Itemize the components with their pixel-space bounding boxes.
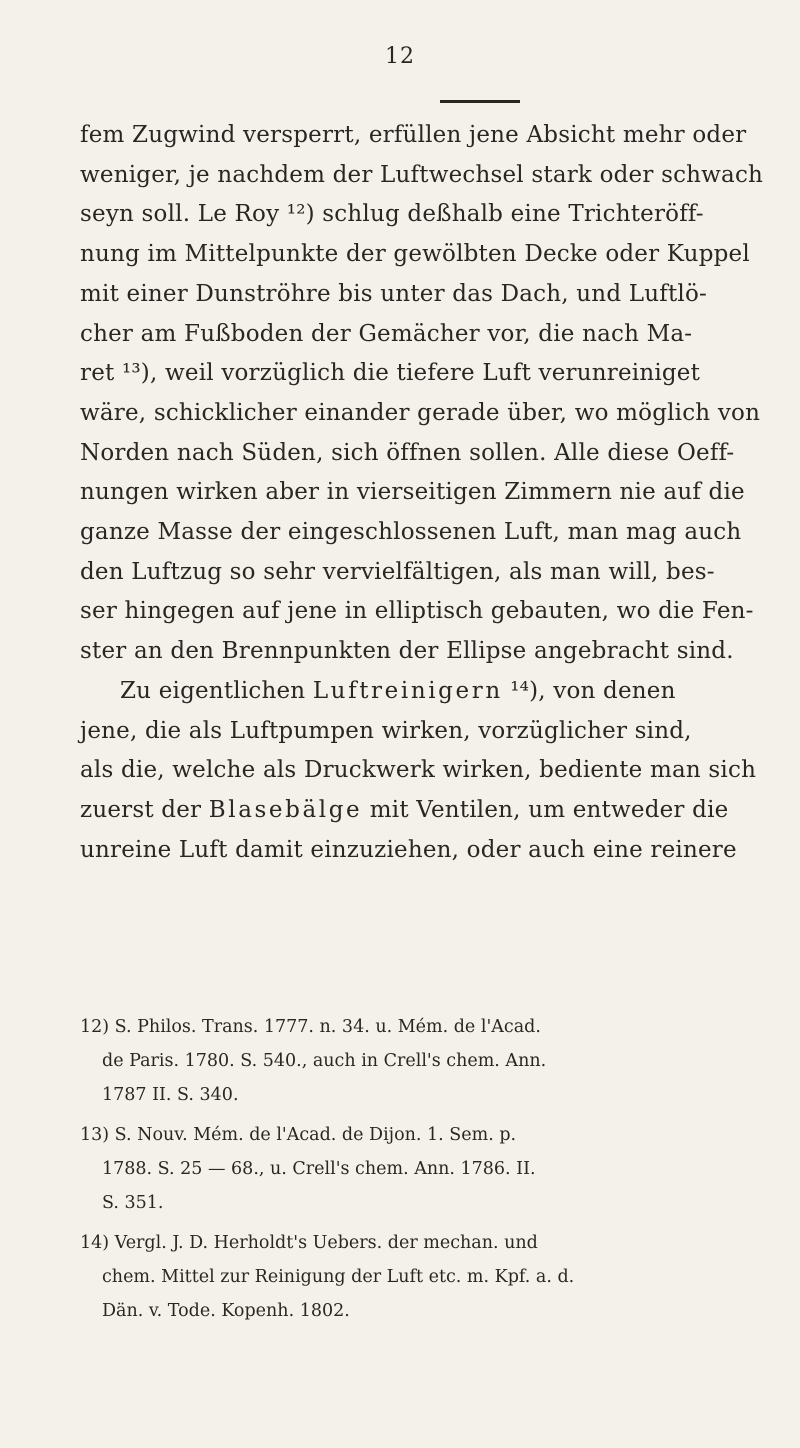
header-rule bbox=[440, 100, 520, 103]
text-line: nung im Mittelpunkte der gewölbten Decke oder Kuppel bbox=[80, 241, 750, 268]
text-line: cher am Fußboden der Gemächer vor, die nach Ma- bbox=[80, 320, 693, 347]
footnote-line: de Paris. 1780. S. 540., auch in Crell's chem. Ann. bbox=[102, 1051, 547, 1071]
text-run: zuerst der bbox=[80, 796, 209, 823]
text-line: weniger, je nachdem der Luftwechsel stark oder schwach bbox=[80, 161, 764, 188]
footnote-13 bbox=[80, 1118, 770, 1220]
text-line: ret ¹³), weil vorzüglich die tiefere Luft verunreiniget bbox=[80, 360, 701, 387]
text-line: mit einer Dunströhre bis unter das Dach, und Luftlö- bbox=[80, 280, 707, 307]
text-run: mit Ventilen, um entweder die bbox=[362, 796, 729, 823]
text-run: Zu eigentlichen bbox=[120, 677, 313, 704]
text-line: nungen wirken aber in vierseitigen Zimmern nie auf die bbox=[80, 479, 745, 506]
footnotes bbox=[80, 1010, 770, 1334]
footnote-line: 14) Vergl. J. D. Herholdt's Uebers. der mechan. und bbox=[80, 1233, 538, 1253]
text-line: ganze Masse der eingeschlossenen Luft, man mag auch bbox=[80, 519, 742, 546]
page-number: 12 bbox=[385, 44, 415, 69]
body-text bbox=[80, 116, 764, 870]
text-line bbox=[80, 672, 740, 712]
text-line: als die, welche als Druckwerk wirken, bediente man sich bbox=[80, 757, 757, 784]
emphasized-term: Luftreinigern bbox=[312, 677, 503, 704]
text-line: den Luftzug so sehr vervielfältigen, als man will, bes- bbox=[80, 558, 715, 585]
footnote-line: Dän. v. Tode. Kopenh. 1802. bbox=[102, 1301, 350, 1321]
footnote-14 bbox=[80, 1226, 770, 1328]
text-line: seyn soll. Le Roy ¹²) schlug deßhalb eine Trichteröff- bbox=[80, 201, 704, 228]
footnote-12 bbox=[80, 1010, 770, 1112]
footnote-line: S. 351. bbox=[102, 1193, 164, 1213]
footnote-line: 12) S. Philos. Trans. 1777. n. 34. u. Mém. de l'Acad. bbox=[80, 1017, 541, 1037]
text-line: unreine Luft damit einzuziehen, oder auch eine reinere bbox=[80, 836, 737, 863]
text-line: jene, die als Luftpumpen wirken, vorzüglicher sind, bbox=[80, 717, 692, 744]
footnote-line: 1787 II. S. 340. bbox=[102, 1085, 239, 1105]
text-line: wäre, schicklicher einander gerade über, wo möglich von bbox=[80, 399, 761, 426]
text-line: ser hingegen auf jene in elliptisch gebauten, wo die Fen- bbox=[80, 598, 754, 625]
text-run: ¹⁴), von denen bbox=[502, 677, 676, 704]
footnote-line: 1788. S. 25 — 68., u. Crell's chem. Ann. 1786. II. bbox=[102, 1159, 536, 1179]
footnote-line: 13) S. Nouv. Mém. de l'Acad. de Dijon. 1. Sem. p. bbox=[80, 1125, 517, 1145]
footnote-line: chem. Mittel zur Reinigung der Luft etc. m. Kpf. a. d. bbox=[102, 1267, 575, 1287]
text-line: ster an den Brennpunkten der Ellipse angebracht sind. bbox=[80, 638, 734, 665]
text-line: fem Zugwind versperrt, erfüllen jene Absicht mehr oder bbox=[80, 122, 747, 148]
text-line bbox=[80, 791, 740, 831]
emphasized-term: Blasebälge bbox=[208, 796, 363, 823]
text-line: Norden nach Süden, sich öffnen sollen. Alle diese Oeff- bbox=[80, 439, 735, 466]
